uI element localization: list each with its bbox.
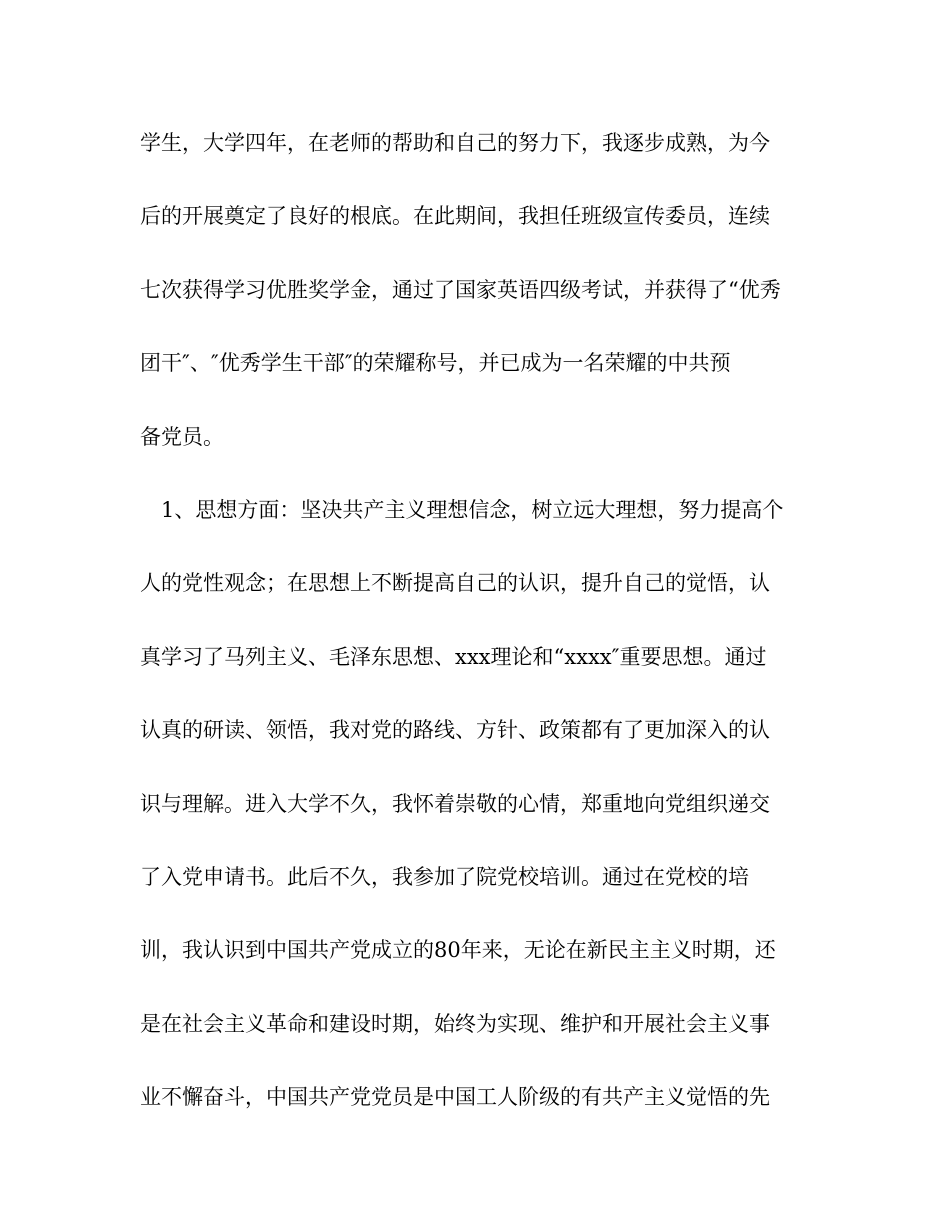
text-line-7: 人的党性观念；在思想上不断提高自己的认识，提升自己的觉悟，认: [140, 571, 770, 596]
text-line-3: 七次获得学习优胜奖学金，通过了国家英语四级考试，并获得了“优秀: [140, 277, 781, 302]
text-line-2: 后的开展奠定了良好的根底。在此期间，我担任班级宣传委员，连续: [140, 204, 770, 229]
text-line-1: 学生，大学四年，在老师的帮助和自己的努力下，我逐步成熟，为今: [140, 131, 770, 155]
text-line-12: 训，我认识到中国共产党成立的80年来，无论在新民主主义时期，还: [140, 938, 776, 963]
text-line-11: 了入党申请书。此后不久，我参加了院党校培训。通过在党校的培: [140, 864, 749, 889]
text-line-8: 真学习了马列主义、毛泽东思想、xxx理论和“xxxx″重要思想。通过: [140, 644, 767, 669]
text-line-10: 识与理解。进入大学不久，我怀着崇敬的心情，郑重地向党组织递交: [140, 791, 770, 816]
text-line-4: 团干″、″优秀学生干部″的荣耀称号，并已成为一名荣耀的中共预: [140, 351, 731, 376]
document-body: [140, 118, 820, 1145]
text-line-14: 业不懈奋斗，中国共产党党员是中国工人阶级的有共产主义觉悟的先: [140, 1085, 770, 1110]
text-line-6: 1、思想方面：坚决共产主义理想信念，树立远大理想，努力提高个: [161, 497, 784, 522]
text-line-5: 备党员。: [140, 424, 224, 449]
text-line-13: 是在社会主义革命和建设时期，始终为实现、维护和开展社会主义事: [140, 1011, 770, 1036]
text-line-9: 认真的研读、领悟，我对党的路线、方针、政策都有了更加深入的认: [140, 718, 770, 743]
